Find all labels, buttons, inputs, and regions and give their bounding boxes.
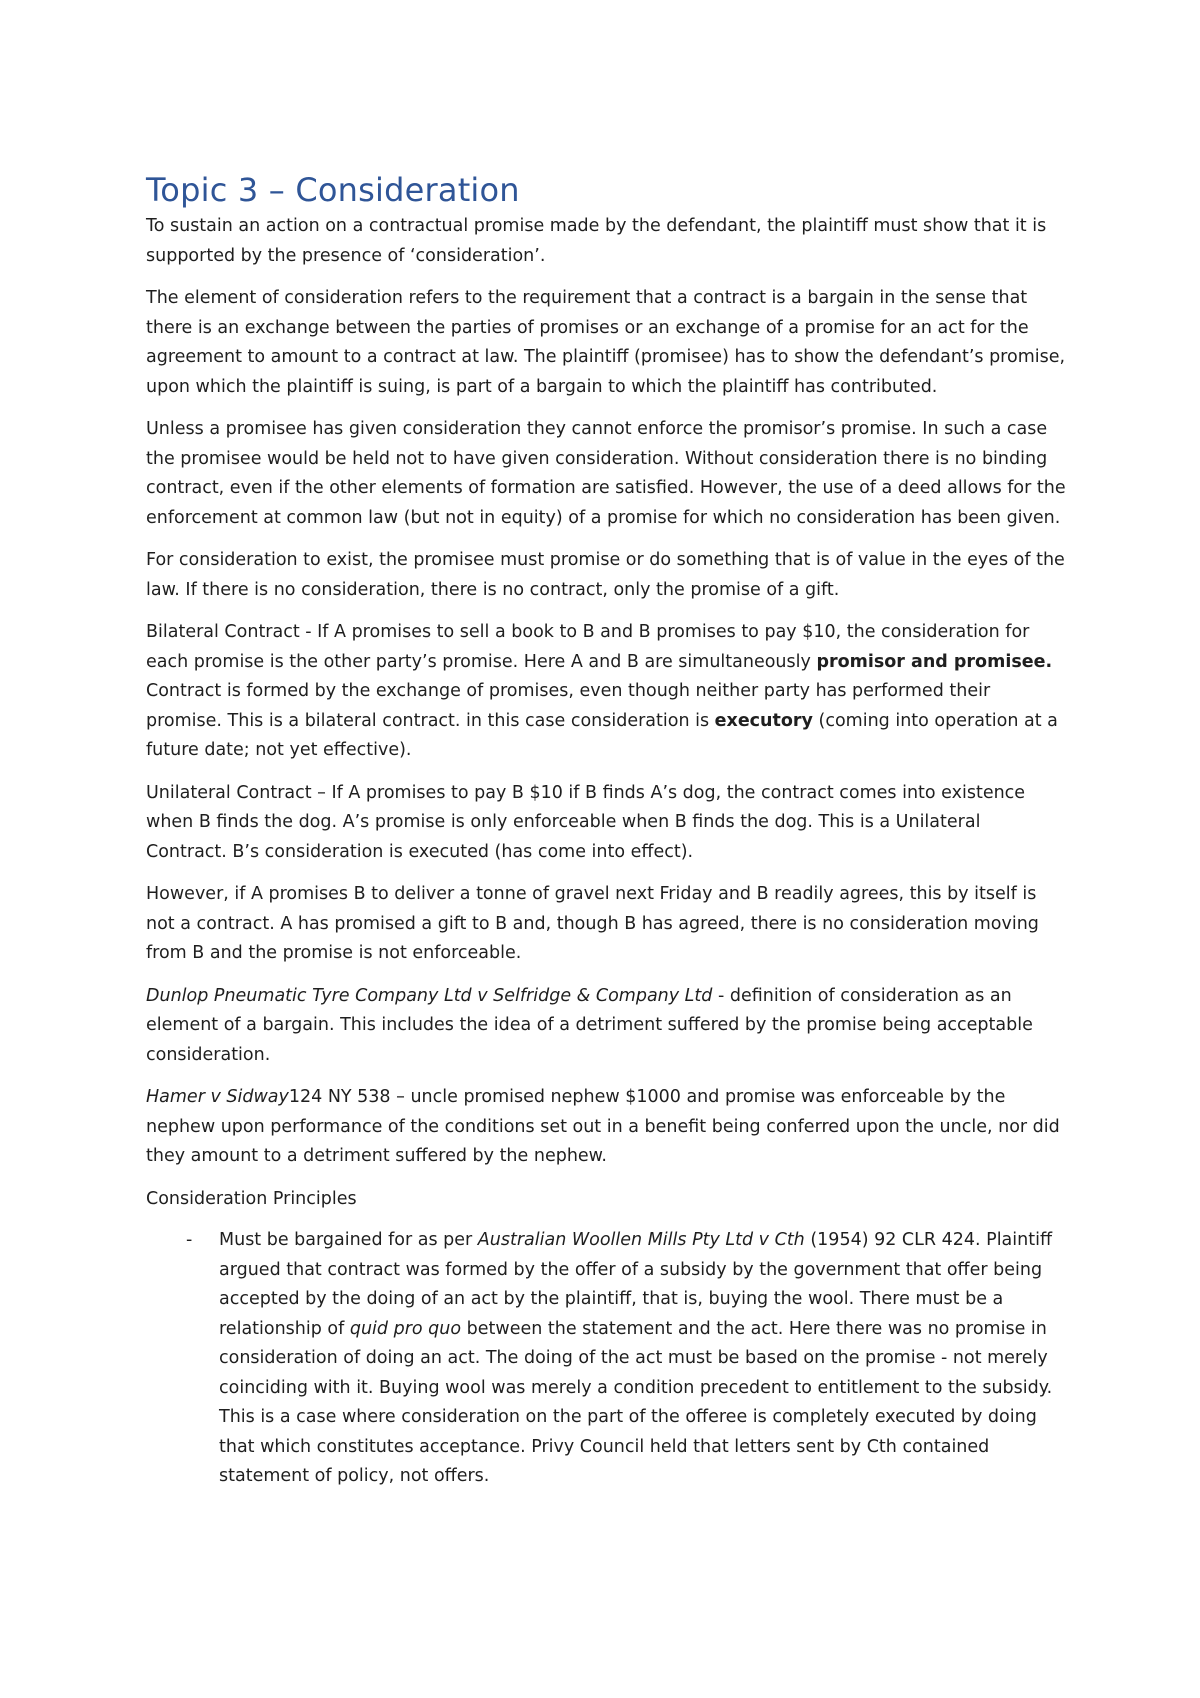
document-page [146,170,1066,1492]
page-title: Topic 3 – Consideration [146,171,520,209]
case-name-hamer: Hamer v Sidway [146,1087,289,1107]
paragraph-gravel-example: However, if A promises B to deliver a tonne of gravel next Friday and B readily agrees, this by itself is not a contract. A has promised a gift to B and, though B has agreed, there is no consideration moving from B and the promise is not enforceable. [146,884,1039,963]
paragraph-dunlop-case [146,982,1066,1071]
principle-text-c: between the statement and the act. Here there was no promise in consideration of doing an act. The doing of the act must be based on the promise - not merely coinciding with it. Buying wool was merely a condition precedent to entitlement to the subsidy. This is a case where consideration on the part of the offeree is completely executed by doing that which constitutes acceptance. Privy Council held that letters sent by Cth contained statement of policy, not offers. [219,1318,1053,1486]
list-dash-marker: - [186,1230,193,1250]
paragraph-intro: To sustain an action on a contractual promise made by the defendant, the plaintiff must show that it is supported by the presence of ‘consideration’. [146,216,1047,266]
principles-list [146,1226,1066,1492]
paragraph-for-consideration-to-exist: For consideration to exist, the promisee must promise or do something that is of value in the eyes of the law. If there is no consideration, there is no contract, only the promise of a gift. [146,550,1065,600]
principle-text-b: (1954) 92 CLR 424. Plaintiff argued that contract was formed by the offer of a subsidy by the government that offer being accepted by the doing of an act by the plaintiff, that is, buying the wool. There must be a relationship of [219,1230,1053,1339]
case-name-dunlop: Dunlop Pneumatic Tyre Company Ltd v Selfridge & Company Ltd [146,985,713,1006]
dunlop-text: - definition of consideration as an element of a bargain. This includes the idea of a detriment suffered by the promise being acceptable consideration. [146,985,1033,1065]
paragraph-bilateral-contract [146,618,1066,766]
bilateral-text-c: Contract is formed by the exchange of promises, even though neither party has performed their promise. This is a bilateral contract. in this case consideration is [146,681,991,731]
paragraph-unilateral-contract: Unilateral Contract – If A promises to pay B $10 if B finds A’s dog, the contract comes into existence when B finds the dog. A’s promise is only enforceable when B finds the dog. This is a Unilateral Contract. B’s consideration is executed (has come into effect). [146,782,1026,862]
bilateral-text-e: (coming into operation at a future date; not yet effective). [146,710,1058,760]
list-item [146,1226,1066,1492]
paragraph-hamer-case [146,1083,1066,1172]
principle-text-a: Must be bargained for as per [219,1230,478,1250]
latin-quid-pro-quo: quid pro quo [349,1318,462,1339]
case-name-australian-woollen: Australian Woollen Mills Pty Ltd v Cth [477,1230,805,1250]
hamer-text: 124 NY 538 – uncle promised nephew $1000 and promise was enforceable by the nephew upon performance of the conditions set out in a benefit being conferred upon the uncle, nor did they amount to a detriment suffered by the nephew. [146,1087,1060,1166]
bilateral-text-a: Bilateral Contract - If A promises to sell a book to B and B promises to pay $10, the consideration for each promise is the other party’s promise. Here A and B are simultaneously [146,622,1030,672]
bilateral-emphasis-executory: executory [714,710,813,731]
paragraph-element-of-consideration: The element of consideration refers to the requirement that a contract is a bargain in the sense that there is an exchange between the parties of promises or an exchange of a promise for an act for the agreement to amount to a contract at law. The plaintiff (promisee) has to show the defendant’s promise, upon which the plaintiff is suing, is part of a bargain to which the plaintiff has contributed. [146,288,1066,397]
bilateral-emphasis-promisor: promisor and promisee. [816,651,1053,672]
paragraph-unless-promisee: Unless a promisee has given consideration they cannot enforce the promisor’s promise. In such a case the promisee would be held not to have given consideration. Without consideration there is no binding contract, even if the other elements of formation are satisfied. However, the use of a deed allows for the enforcement at common law (but not in equity) of a promise for which no consideration has been given. [146,419,1066,528]
section-heading-principles: Consideration Principles [146,1188,357,1209]
